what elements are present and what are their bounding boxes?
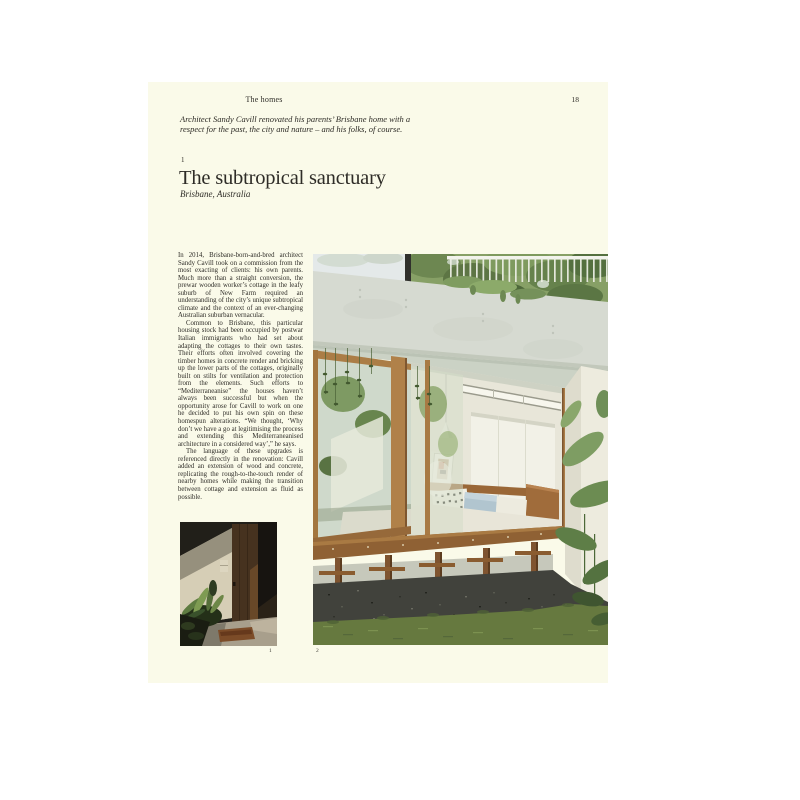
article-title: The subtropical sanctuary <box>179 167 386 189</box>
verandah-photo-illustration <box>313 254 608 645</box>
article-location: Brisbane, Australia <box>180 189 251 199</box>
body-paragraph: The language of these upgrades is referenced directly in the renovation: Cavill added an extension of wood and concrete, replicating the rough-to-the-touch render of nearby homes while making the transition between cottage and extension as fluid as possible. <box>178 448 303 501</box>
standfirst: Architect Sandy Cavill renovated his parents’ Brisbane home with a respect for the past, the city and nature – and his folks, of course. <box>180 114 411 134</box>
photo-caption-2: 2 <box>316 648 319 654</box>
running-header: The homes <box>245 95 283 104</box>
verandah-photo <box>313 254 608 645</box>
page-number: 18 <box>571 95 579 104</box>
article-body <box>178 252 303 501</box>
photo-caption-1: 1 <box>269 648 272 654</box>
article-number: 1 <box>181 156 185 164</box>
body-paragraph: In 2014, Brisbane-born-and-bred architect Sandy Cavill took on a commission from the most exacting of clients: his own parents. Much more than a straight conversion, the prewar wooden worker’s cottage in the leafy suburb of New Farm required an understanding of the city’s unique subtropical climate and the context of an ever-changing Australian suburban vernacular. <box>178 252 303 320</box>
entrance-photo-illustration <box>180 522 277 646</box>
entrance-photo <box>180 522 277 646</box>
book-page <box>148 82 608 683</box>
body-paragraph: Common to Brisbane, this particular housing stock had been occupied by postwar Italian immigrants who had set about adapting the cottages to their own tastes. Their efforts often involved covering the timber homes in concrete render and bricking up the lower parts of the cottages, originally built on stilts for ventilation and protection from the elements. Such efforts to “Mediterraneanise” the houses haven’t always been successful but when the opportunity arose for Cavill to work on one he decided to put his own spin on these homespun alterations. “We thought, ‘Why don’t we have a go at legitimising the process and extending this Mediterraneanised architecture in a considered way’,” he says. <box>178 319 303 448</box>
